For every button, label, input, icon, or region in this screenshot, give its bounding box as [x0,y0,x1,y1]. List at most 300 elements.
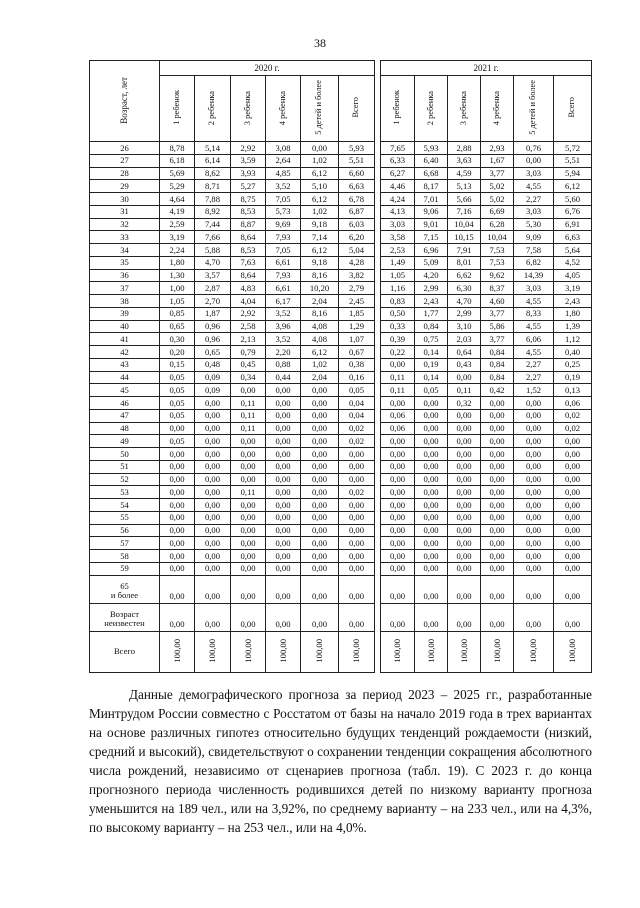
age-cell: 35 [90,256,160,269]
table-cell: 0,00 [415,511,448,524]
table-cell: 7,93 [266,269,301,282]
table-cell: 0,00 [381,575,415,603]
table-cell: 0,00 [301,142,339,155]
age-cell: 30 [90,193,160,206]
table-cell: 0,00 [160,499,195,512]
table-cell: 0,11 [231,486,266,499]
table-cell: 8,71 [195,180,231,193]
table-cell: 0,00 [415,550,448,563]
table-cell: 4,52 [554,256,592,269]
table-cell: 0,00 [415,460,448,473]
table-cell: 0,00 [231,575,266,603]
table-cell: 5,14 [195,142,231,155]
col-header: 1 ребенок [160,76,195,142]
table-cell: 3,82 [339,269,375,282]
table-cell: 0,00 [554,537,592,550]
age-cell: 26 [90,142,160,155]
table-cell: 0,00 [301,562,339,575]
table-row [90,537,592,550]
age-cell: 44 [90,371,160,384]
table-cell: 0,00 [381,460,415,473]
table-cell: 0,00 [266,448,301,461]
table-cell: 0,00 [514,397,554,410]
table-row [90,154,592,167]
table-cell: 0,02 [554,409,592,422]
table-row [90,180,592,193]
table-cell: 10,20 [301,282,339,295]
table-cell: 0,00 [381,397,415,410]
table-cell: 2,99 [415,282,448,295]
table-cell: 6,69 [481,205,514,218]
table-cell: 3,52 [266,333,301,346]
col-header: 5 детей и более [301,76,339,142]
table-cell: 2,45 [339,295,375,308]
table-cell: 2,70 [195,295,231,308]
table-cell: 6,12 [301,167,339,180]
age-cell: 37 [90,282,160,295]
table-cell: 2,24 [160,244,195,257]
table-cell: 0,14 [415,371,448,384]
table-cell: 0,00 [448,537,481,550]
table-row-total [90,631,592,672]
table-cell: 0,00 [266,460,301,473]
table-cell: 0,00 [301,550,339,563]
table-cell: 4,24 [381,193,415,206]
table-cell: 0,06 [381,422,415,435]
table-cell: 0,00 [339,537,375,550]
table-cell: 4,70 [195,256,231,269]
table-cell: 0,05 [339,384,375,397]
table-cell: 6,12 [301,193,339,206]
table-cell: 0,00 [339,603,375,631]
table-cell: 6,61 [266,282,301,295]
table-cell: 0,00 [266,422,301,435]
table-cell: 0,00 [160,524,195,537]
table-cell: 6,12 [554,180,592,193]
table-cell: 1,67 [481,154,514,167]
table-cell: 0,00 [415,409,448,422]
table-cell: 10,15 [448,231,481,244]
col-header: 3 ребенка [231,76,266,142]
table-cell: 0,05 [160,384,195,397]
table-cell: 4,85 [266,167,301,180]
table-cell: 3,57 [195,269,231,282]
table-cell: 0,00 [381,486,415,499]
table-cell: 5,09 [415,256,448,269]
table-cell: 0,00 [231,499,266,512]
table-cell: 4,59 [448,167,481,180]
table-cell: 0,00 [339,448,375,461]
table-cell: 8,87 [231,218,266,231]
table-cell: 0,00 [554,448,592,461]
table-cell: 100,00 [195,631,231,672]
table-cell: 9,18 [301,256,339,269]
table-cell: 0,00 [160,460,195,473]
table-cell: 2,04 [301,371,339,384]
table-cell: 0,00 [195,486,231,499]
table-row [90,167,592,180]
table-cell: 4,70 [448,295,481,308]
table-cell: 2,53 [381,244,415,257]
table-cell: 4,83 [231,282,266,295]
col-header: 4 ребенка [481,76,514,142]
table-cell: 100,00 [514,631,554,672]
table-cell: 6,63 [554,231,592,244]
table-cell: 14,39 [514,269,554,282]
table-cell: 3,52 [266,180,301,193]
paragraph: Данные демографического прогноза за период 2023 – 2025 гг., разработанные Минтрудом России совместно с Росстатом от базы на начало 2019 года в трех вариантах на основе различных гипотез относительно будущих тенденций рождаемости (низкий, средний и высокий), свидетельствуют о сохранении тенденции сокращения абсолютного числа рождений, независимо от сценариев прогноза (табл. 19). С 2023 г. до конца прогнозного периода численность родившихся детей по низкому варианту прогноза уменьшится на 189 чел., или на 3,92%, по среднему варианту – на 233 чел., или на 4,3%, по высокому варианту – на 253 чел., или на 4,0%. [89,687,592,835]
table-cell: 5,93 [339,142,375,155]
table-cell: 0,00 [554,575,592,603]
table-cell: 0,43 [448,358,481,371]
table-row [90,603,592,631]
table-cell: 0,00 [301,603,339,631]
col-header: Всего [339,76,375,142]
table-row [90,218,592,231]
table-cell: 4,08 [301,333,339,346]
table-cell: 1,07 [339,333,375,346]
table-cell: 4,04 [231,295,266,308]
table-cell: 0,85 [160,307,195,320]
table-cell: 5,02 [481,180,514,193]
table-row [90,384,592,397]
table-cell: 2,43 [554,295,592,308]
table-cell: 5,73 [266,205,301,218]
table-cell: 0,00 [481,537,514,550]
age-cell: 29 [90,180,160,193]
table-cell: 4,64 [160,193,195,206]
table-cell: 5,64 [554,244,592,257]
table-cell: 6,30 [448,282,481,295]
table-cell: 0,96 [195,333,231,346]
table-cell: 0,00 [339,550,375,563]
table-cell: 0,09 [195,371,231,384]
table-row [90,346,592,359]
table-cell: 4,60 [481,295,514,308]
table-row [90,282,592,295]
table-cell: 2,03 [448,333,481,346]
table-cell: 1,52 [514,384,554,397]
table-cell: 5,94 [554,167,592,180]
page-number: 38 [314,36,326,50]
table-cell: 4,19 [160,205,195,218]
table-cell: 0,65 [195,346,231,359]
age-cell: 55 [90,511,160,524]
table-cell: 0,00 [554,486,592,499]
year-header-2021: 2021 г. [381,61,592,76]
table-cell: 0,00 [301,409,339,422]
age-cell: 36 [90,269,160,282]
table-cell: 0,00 [339,460,375,473]
table-cell: 100,00 [160,631,195,672]
table-cell: 0,00 [301,486,339,499]
table-cell: 0,02 [554,422,592,435]
table-cell: 100,00 [339,631,375,672]
col-header: 2 ребенка [415,76,448,142]
table-cell: 0,00 [554,460,592,473]
age-cell: 56 [90,524,160,537]
table-cell: 6,27 [381,167,415,180]
table-cell: 0,00 [554,603,592,631]
table-cell: 0,20 [160,346,195,359]
table-cell: 0,00 [514,409,554,422]
table-cell: 0,00 [339,562,375,575]
table-row [90,435,592,448]
table-cell: 0,65 [160,320,195,333]
table-cell: 0,00 [514,473,554,486]
table-cell: 3,03 [514,167,554,180]
table-row [90,205,592,218]
table-cell: 0,00 [554,511,592,524]
age-cell: 48 [90,422,160,435]
table-cell: 3,03 [514,282,554,295]
table-cell: 3,03 [514,205,554,218]
table-cell: 0,00 [231,511,266,524]
table-cell: 8,33 [514,307,554,320]
table-cell: 0,00 [415,537,448,550]
table-cell: 3,58 [381,231,415,244]
table-cell: 0,00 [160,511,195,524]
age-cell: 38 [90,295,160,308]
age-column-header: Возраст, лет [90,61,160,142]
table-cell: 3,77 [481,167,514,180]
table-cell: 0,11 [448,384,481,397]
table-cell: 0,00 [481,422,514,435]
table-cell: 0,00 [266,575,301,603]
table-cell: 0,00 [266,524,301,537]
table-cell: 0,00 [415,397,448,410]
table-cell: 4,05 [554,269,592,282]
table-cell: 4,55 [514,180,554,193]
table-cell: 100,00 [266,631,301,672]
table-cell: 1,80 [160,256,195,269]
age-distribution-table [89,60,592,673]
table-cell: 0,00 [160,603,195,631]
table-cell: 0,00 [481,435,514,448]
col-header: 2 ребенка [195,76,231,142]
age-cell: 49 [90,435,160,448]
table-cell: 8,16 [301,307,339,320]
col-header: 1 ребенок [381,76,415,142]
table-cell: 0,00 [301,460,339,473]
table-cell: 6,63 [339,180,375,193]
table-cell: 9,69 [266,218,301,231]
table-cell: 5,72 [554,142,592,155]
table-cell: 0,39 [381,333,415,346]
table-cell: 0,00 [448,524,481,537]
table-cell: 8,17 [415,180,448,193]
table-cell: 0,00 [415,575,448,603]
table-cell: 6,76 [554,205,592,218]
table-cell: 0,84 [481,346,514,359]
table-cell: 2,27 [514,371,554,384]
table-cell: 0,00 [448,575,481,603]
age-cell: 51 [90,460,160,473]
table-cell: 0,00 [195,575,231,603]
table-row [90,371,592,384]
table-cell: 0,00 [481,486,514,499]
table-cell: 0,00 [266,384,301,397]
table-cell: 5,30 [514,218,554,231]
table-cell: 0,00 [195,524,231,537]
table-row [90,358,592,371]
table-row [90,499,592,512]
table-cell: 3,96 [266,320,301,333]
table-cell: 2,43 [415,295,448,308]
table-cell: 0,00 [381,524,415,537]
table-cell: 3,10 [448,320,481,333]
table-row [90,193,592,206]
table-cell: 0,42 [481,384,514,397]
table-cell: 2,92 [231,307,266,320]
table-cell: 0,00 [514,154,554,167]
table-cell: 0,00 [266,435,301,448]
table-cell: 0,45 [231,358,266,371]
table-cell: 4,28 [339,256,375,269]
table-cell: 0,00 [266,511,301,524]
table-cell: 5,60 [554,193,592,206]
table-cell: 0,00 [415,473,448,486]
table-row [90,307,592,320]
table-row [90,244,592,257]
table-cell: 100,00 [381,631,415,672]
table-cell: 0,64 [448,346,481,359]
table-cell: 0,00 [231,473,266,486]
table-cell: 0,00 [514,562,554,575]
table-cell: 7,01 [415,193,448,206]
table-cell: 0,00 [554,550,592,563]
table-cell: 0,00 [195,409,231,422]
table-cell: 0,02 [339,422,375,435]
table-cell: 0,11 [231,422,266,435]
table-cell: 0,19 [554,371,592,384]
table-cell: 0,00 [381,603,415,631]
age-cell: 52 [90,473,160,486]
table-cell: 2,64 [266,154,301,167]
table-cell: 0,00 [448,603,481,631]
table-cell: 0,00 [160,448,195,461]
table-cell: 0,00 [415,499,448,512]
table-cell: 1,00 [160,282,195,295]
age-cell: 54 [90,499,160,512]
table-cell: 2,58 [231,320,266,333]
table-cell: 0,00 [381,358,415,371]
table-cell: 100,00 [481,631,514,672]
body-text [89,685,592,837]
table-cell: 6,91 [554,218,592,231]
table-cell: 9,62 [481,269,514,282]
table-cell: 0,00 [231,524,266,537]
table-cell: 5,27 [231,180,266,193]
table-cell: 0,00 [514,603,554,631]
table-cell: 8,01 [448,256,481,269]
table-row [90,486,592,499]
table-cell: 0,00 [514,486,554,499]
table-cell: 6,06 [514,333,554,346]
table-cell: 0,44 [266,371,301,384]
table-cell: 0,00 [339,511,375,524]
table-cell: 1,30 [160,269,195,282]
table-cell: 1,77 [415,307,448,320]
table-row [90,473,592,486]
table-cell: 0,00 [301,537,339,550]
table-cell: 4,08 [301,320,339,333]
table-cell: 2,79 [339,282,375,295]
table-cell: 0,11 [381,371,415,384]
table-cell: 3,77 [481,307,514,320]
table-cell: 0,00 [514,550,554,563]
table-cell: 8,62 [195,167,231,180]
table-cell: 7,15 [415,231,448,244]
table-row [90,409,592,422]
table-cell: 0,00 [554,524,592,537]
table-cell: 0,00 [415,422,448,435]
table-cell: 0,00 [415,524,448,537]
table-cell: 3,93 [231,167,266,180]
table-cell: 0,83 [381,295,415,308]
table-cell: 1,05 [160,295,195,308]
table-cell: 0,00 [231,460,266,473]
table-cell: 0,00 [415,603,448,631]
table-cell: 0,00 [514,448,554,461]
age-cell: 40 [90,320,160,333]
age-cell: 47 [90,409,160,422]
table-cell: 0,00 [195,460,231,473]
table-cell: 0,00 [301,435,339,448]
table-cell: 0,50 [381,307,415,320]
table-cell: 0,05 [160,435,195,448]
table-cell: 7,65 [381,142,415,155]
table-cell: 0,00 [301,473,339,486]
table-cell: 7,16 [448,205,481,218]
table-cell: 2,59 [160,218,195,231]
table-cell: 0,00 [448,422,481,435]
table-row [90,550,592,563]
table-cell: 5,69 [160,167,195,180]
table-cell: 3,63 [448,154,481,167]
table-cell: 0,96 [195,320,231,333]
table-cell: 6,87 [339,205,375,218]
table-cell: 6,33 [381,154,415,167]
table-cell: 0,00 [231,550,266,563]
table-cell: 0,34 [231,371,266,384]
age-cell: 34 [90,244,160,257]
table-cell: 0,00 [266,409,301,422]
table-cell: 0,00 [266,562,301,575]
table-cell: 0,13 [554,384,592,397]
table-cell: 0,15 [160,358,195,371]
age-cell: 28 [90,167,160,180]
table-cell: 0,00 [481,473,514,486]
table-cell: 8,92 [195,205,231,218]
table-cell: 0,00 [481,448,514,461]
table-cell: 5,88 [195,244,231,257]
table-cell: 0,84 [481,358,514,371]
table-cell: 7,91 [448,244,481,257]
table-cell: 5,51 [339,154,375,167]
table-cell: 0,00 [554,435,592,448]
table-cell: 6,40 [415,154,448,167]
table-row [90,511,592,524]
table-cell: 8,37 [481,282,514,295]
table-cell: 5,86 [481,320,514,333]
table-cell: 2,88 [448,142,481,155]
table-cell: 7,88 [195,193,231,206]
total-label: Всего [90,631,160,672]
table-cell: 1,02 [301,205,339,218]
table-cell: 7,66 [195,231,231,244]
table-cell: 2,27 [514,193,554,206]
